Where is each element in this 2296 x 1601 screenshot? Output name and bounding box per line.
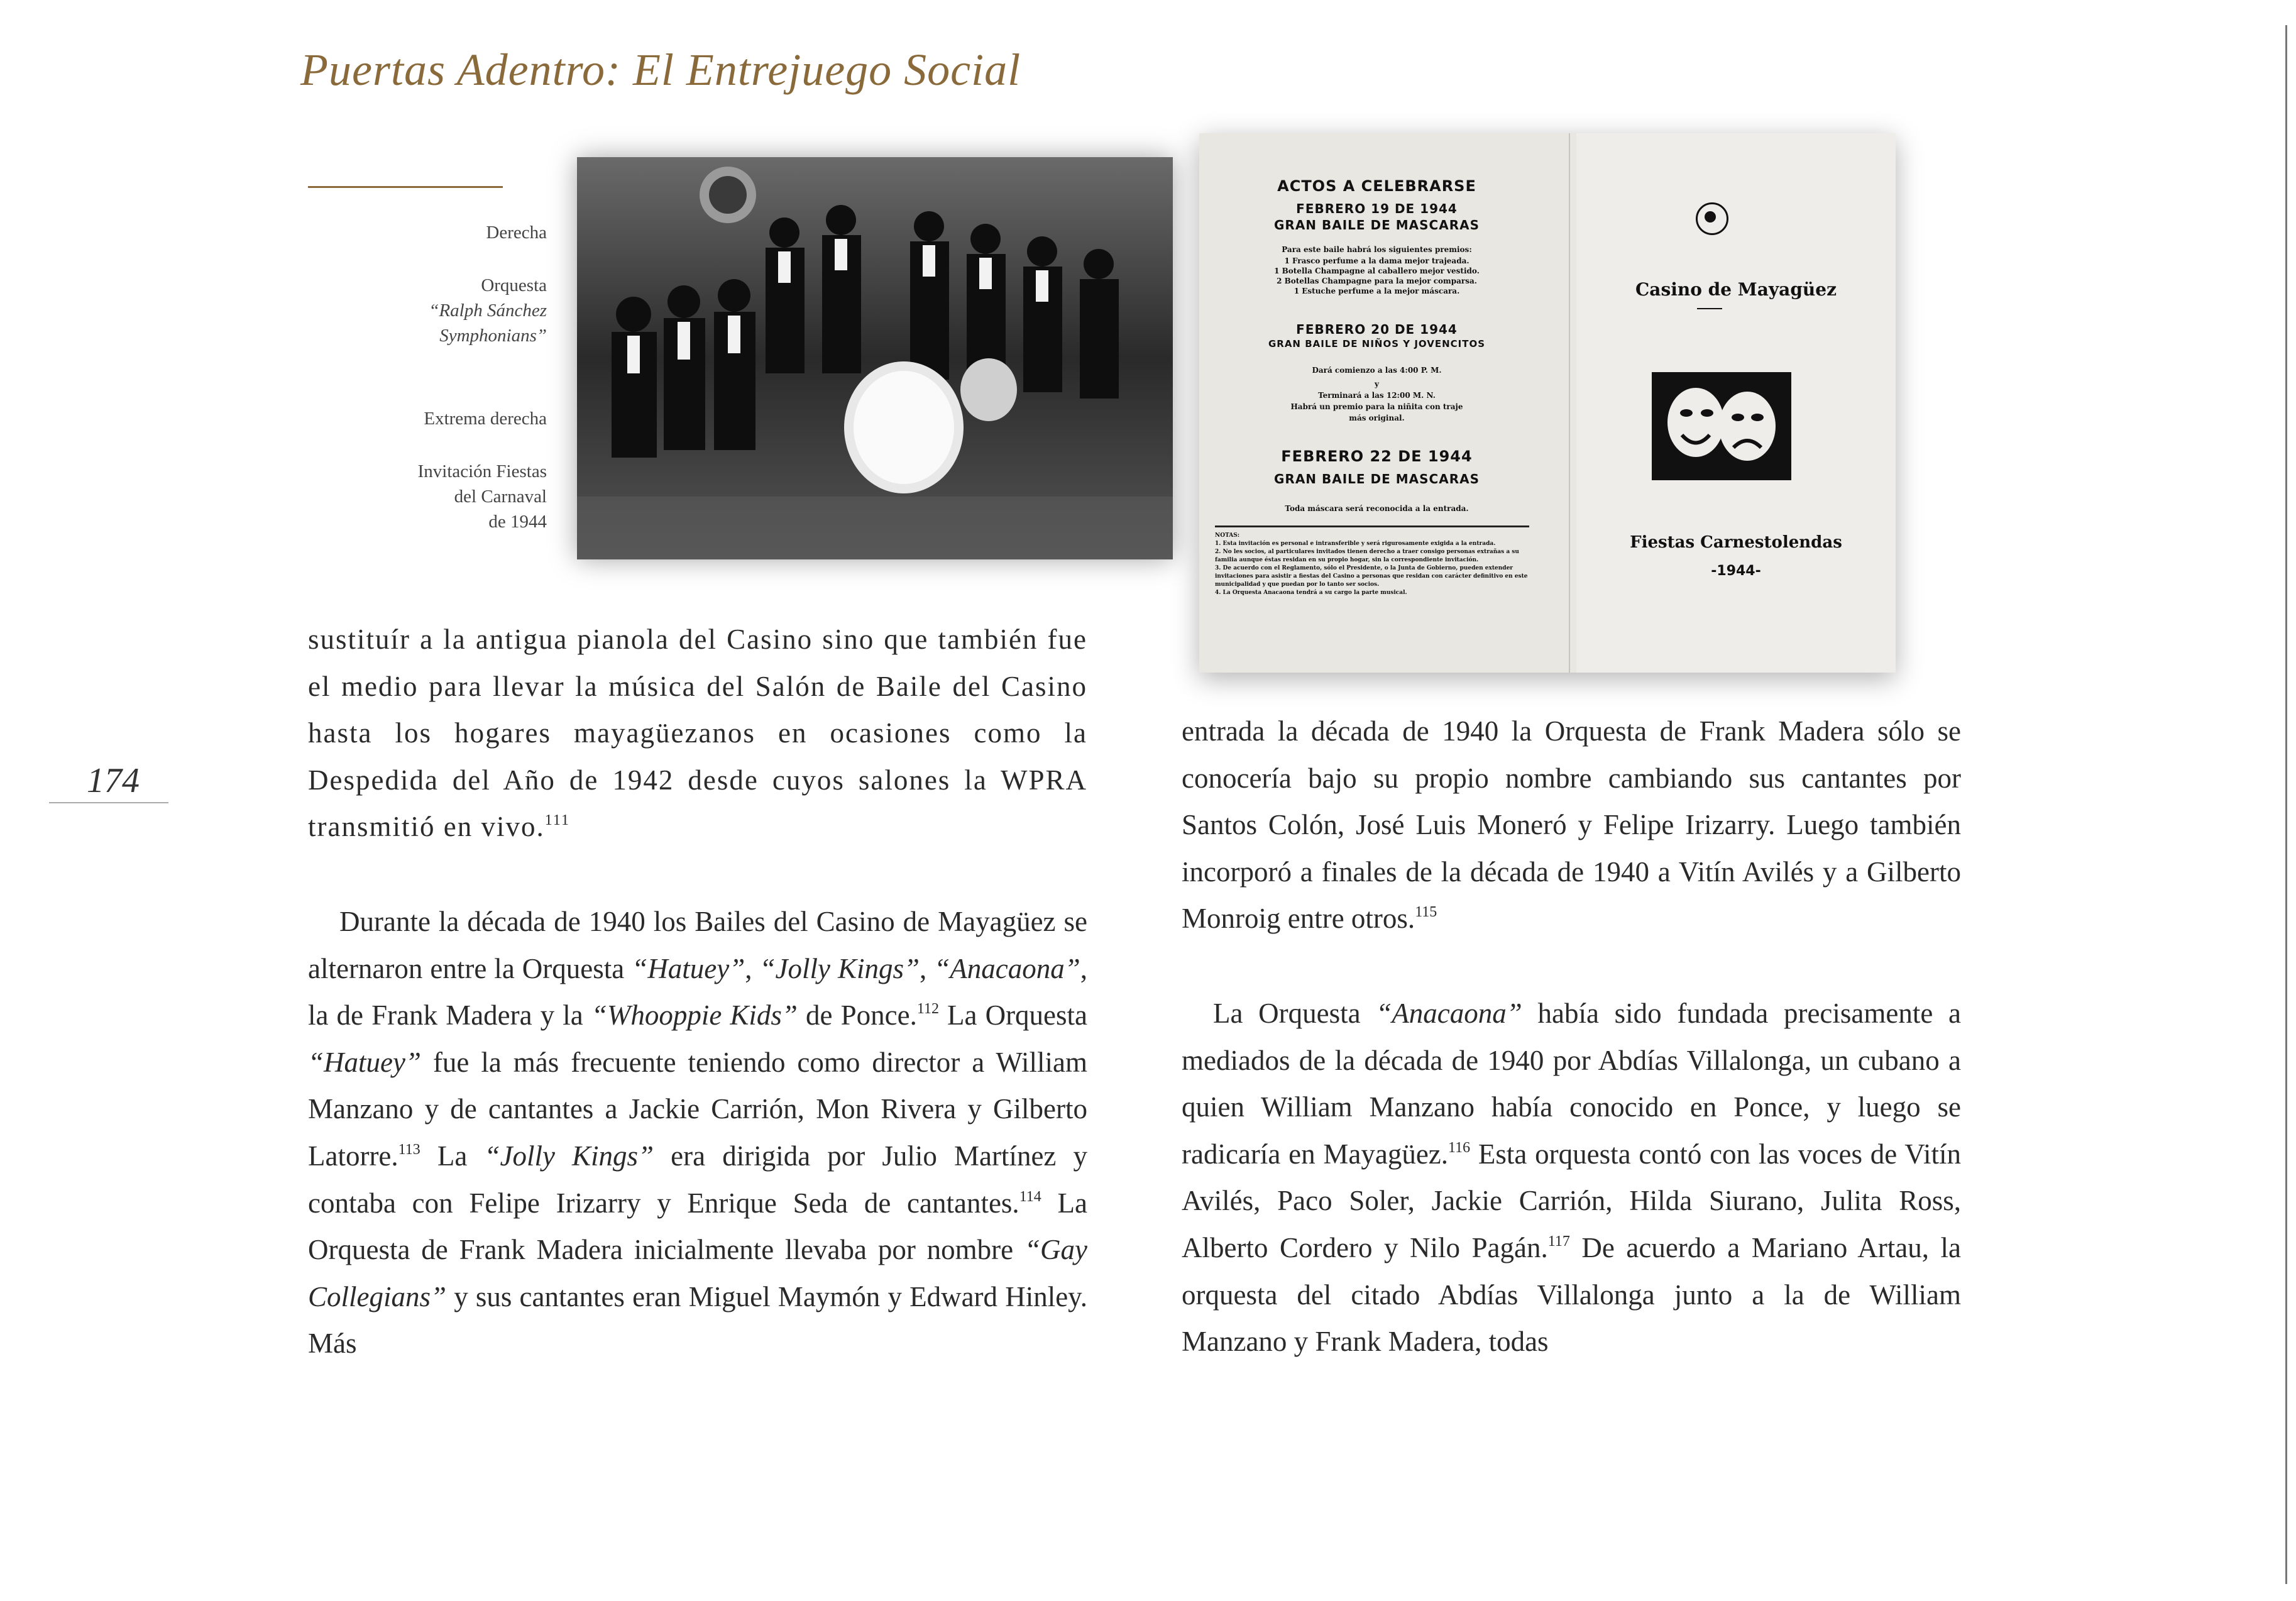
invitation-event: GRAN BAILE DE MASCARAS [1274,217,1480,233]
invitation-end: Terminará a las 12:00 M. N. [1318,391,1436,400]
text-run: La [420,1140,485,1172]
page-number-rule [49,802,168,803]
invitation-note: 1. Esta invitación es personal e intransferible y será rigurosamente exigida a la entrada. [1215,541,1496,547]
band-name: “Whooppie Kids” [591,999,798,1032]
caption-far-right-text: del Carnaval [454,487,547,507]
text-run: había sido fundada precisamente a mediados de la década de 1940 por Abdías Villalonga, un cubano a quien William Manzano había conocido en Ponce, y luego se radicaría en Mayagüez. [1182,997,1961,1170]
text-run: y sus cantantes eran Miguel Maymón y Edward Hinley. Más [308,1280,1087,1360]
caption-rule [308,186,503,188]
invitation-date: FEBRERO 22 DE 1944 [1281,448,1473,465]
theater-masks-icon [1652,372,1791,480]
scan-edge-line [2285,25,2287,1584]
casino-emblem-icon [1696,202,1728,235]
invitation-kid-prize: Habrá un premio para la niñita con traje [1290,402,1463,411]
paragraph [1182,990,1961,1365]
text-run: de Ponce. [797,999,917,1032]
invitation-right-page [1576,133,1896,673]
body-column-right [1182,708,1961,1365]
invitation-date: FEBRERO 20 DE 1944 [1296,322,1458,337]
caption-far-right-label: Extrema derecha [424,409,547,429]
text-run: entrada la década de 1940 la Orquesta de Frank Madera sólo se conocería bajo su propio nombre cambiando sus cantantes por Santos Colón, José Luis Moneró y Felipe Irizarry. Luego también incorporó a finales de la década de 1940 a Vitín Avilés y a Gilberto Monroig entre otros. [1182,715,1961,935]
invitation-header: ACTOS A CELEBRARSE [1277,177,1476,195]
invitation-prize: 1 Frasco perfume a la dama mejor trajeada. [1284,256,1469,265]
invitation-fold [1569,133,1570,673]
caption-right-label: Derecha [486,223,547,243]
text-run: , [920,952,935,984]
text-run: La Orquesta de Frank Madera inicialmente llevaba por nombre [308,1187,1087,1266]
footnote-ref: 113 [398,1141,420,1158]
caption-right-text: Symphonians” [439,326,547,346]
caption-right-text: Orquesta [481,275,547,295]
footnote-ref: 115 [1415,904,1437,921]
invitation-notes [1215,532,1535,597]
running-head: Puertas Adentro: El Entrejuego Social [300,45,1021,95]
invitation-notes-rule [1215,525,1529,527]
invitation-casino-rule [1697,308,1722,309]
invitation-notes-label: NOTAS: [1215,532,1240,539]
invitation-prizes-intro: Para este baile habrá los siguientes premios: [1282,245,1472,254]
invitation-prize: 1 Botella Champagne al caballero mejor vestido. [1274,267,1480,275]
orchestra-photo [577,157,1173,559]
invitation-left-page [1199,133,1542,673]
invitation-start: Dará comienzo a las 4:00 P. M. [1312,366,1442,375]
invitation-event: GRAN BAILE DE MASCARAS [1274,471,1480,487]
band-name: “Anacaona” [934,952,1080,984]
caption-far-right-text: Invitación Fiestas [417,461,547,481]
footnote-ref: 111 [544,812,570,829]
band-name: “Hatuey” [632,952,745,984]
invitation-note: 2. No les socios, al particulares invitados tienen derecho a traer consigo personas extrañas a su familia aunque éstas residan en su propio hogar, sin la correspondiente invitación. [1215,549,1519,563]
text-run: , [745,952,760,984]
invitation-fiestas: Fiestas Carnestolendas [1630,533,1842,552]
footnote-ref: 112 [916,1001,939,1018]
text-run: Durante la década de 1940 los Bailes del Casino de Mayagüez se alternaron entre la Orquesta [308,905,1087,984]
band-name: “Hatuey” [308,1046,421,1078]
invitation-note: 3. De acuerdo con el Reglamento, sólo el Presidente, o la Junta de Gobierno, pueden extender invitaciones para asistir a fiestas del Casino a personas que residan con carácter definitivo en este municipalidad y que puedan por lo tanto ser socios. [1215,565,1528,588]
invitation-y: y [1375,380,1379,388]
footnote-ref: 114 [1019,1188,1041,1205]
invitation-prize: 1 Estuche perfume a la mejor máscara. [1294,287,1460,295]
invitation-event: GRAN BAILE DE NIÑOS Y JOVENCITOS [1268,338,1486,349]
carnival-invitation [1199,133,1896,673]
invitation-prize: 2 Botellas Champagne para la mejor comparsa. [1277,277,1477,285]
body-column-left [308,616,1087,1367]
page-number: 174 [87,761,140,800]
band-name: “Gay Collegians” [308,1234,1087,1312]
footnote-ref: 116 [1448,1139,1471,1156]
captions [270,220,547,534]
text-run: La Orquesta [938,999,1088,1032]
invitation-year: -1944- [1711,563,1761,579]
invitation-mask-note: Toda máscara será reconocida a la entrada. [1285,504,1469,513]
text-run: era dirigida por Julio Martínez y contaba con Felipe Irizarry y Enrique Seda de cantantes. [308,1140,1087,1219]
caption-right-text: “Ralph Sánchez [429,300,547,321]
text-run: fue la más frecuente teniendo como director a William Manzano y de cantantes a Jackie Carrión, Mon Rivera y Gilberto Latorre. [308,1046,1087,1172]
text-run: , la de Frank Madera y la [308,952,1088,1032]
paragraph [1182,708,1961,942]
paragraph [308,898,1087,1367]
text-run: La Orquesta [1213,997,1376,1029]
band-name: “Jolly Kings” [484,1140,654,1172]
text-run: sustituír a la antigua pianola del Casino sino que también fue el medio para llevar la música del Salón de Baile del Casino hasta los hogares mayagüezanos en ocasiones como la Despedida del Año de 1942 desde cuyos salones la WPRA transmitió en vivo. [308,624,1087,843]
band-name: “Jolly Kings” [759,952,920,984]
footnote-ref: 117 [1547,1233,1570,1250]
orchestra-silhouette [577,157,1173,559]
invitation-date: FEBRERO 19 DE 1944 [1296,201,1458,216]
paragraph [308,616,1087,850]
band-name: “Anacaona” [1376,997,1522,1029]
text-run: De acuerdo a Mariano Artau, la orquesta del citado Abdías Villalonga junto a la de William Manzano y Frank Madera, todas [1182,1231,1961,1358]
caption-far-right-text: de 1944 [488,512,547,532]
invitation-note: 4. La Orquesta Anacaona tendrá a su cargo la parte musical. [1215,590,1407,596]
invitation-casino-name: Casino de Mayagüez [1635,279,1837,300]
text-run: Esta orquesta contó con las voces de Vitín Avilés, Paco Soler, Jackie Carrión, Hilda Siurano, Julita Ross, Alberto Cordero y Nilo Pagán. [1182,1138,1962,1263]
invitation-kid-prize: más original. [1349,414,1405,422]
